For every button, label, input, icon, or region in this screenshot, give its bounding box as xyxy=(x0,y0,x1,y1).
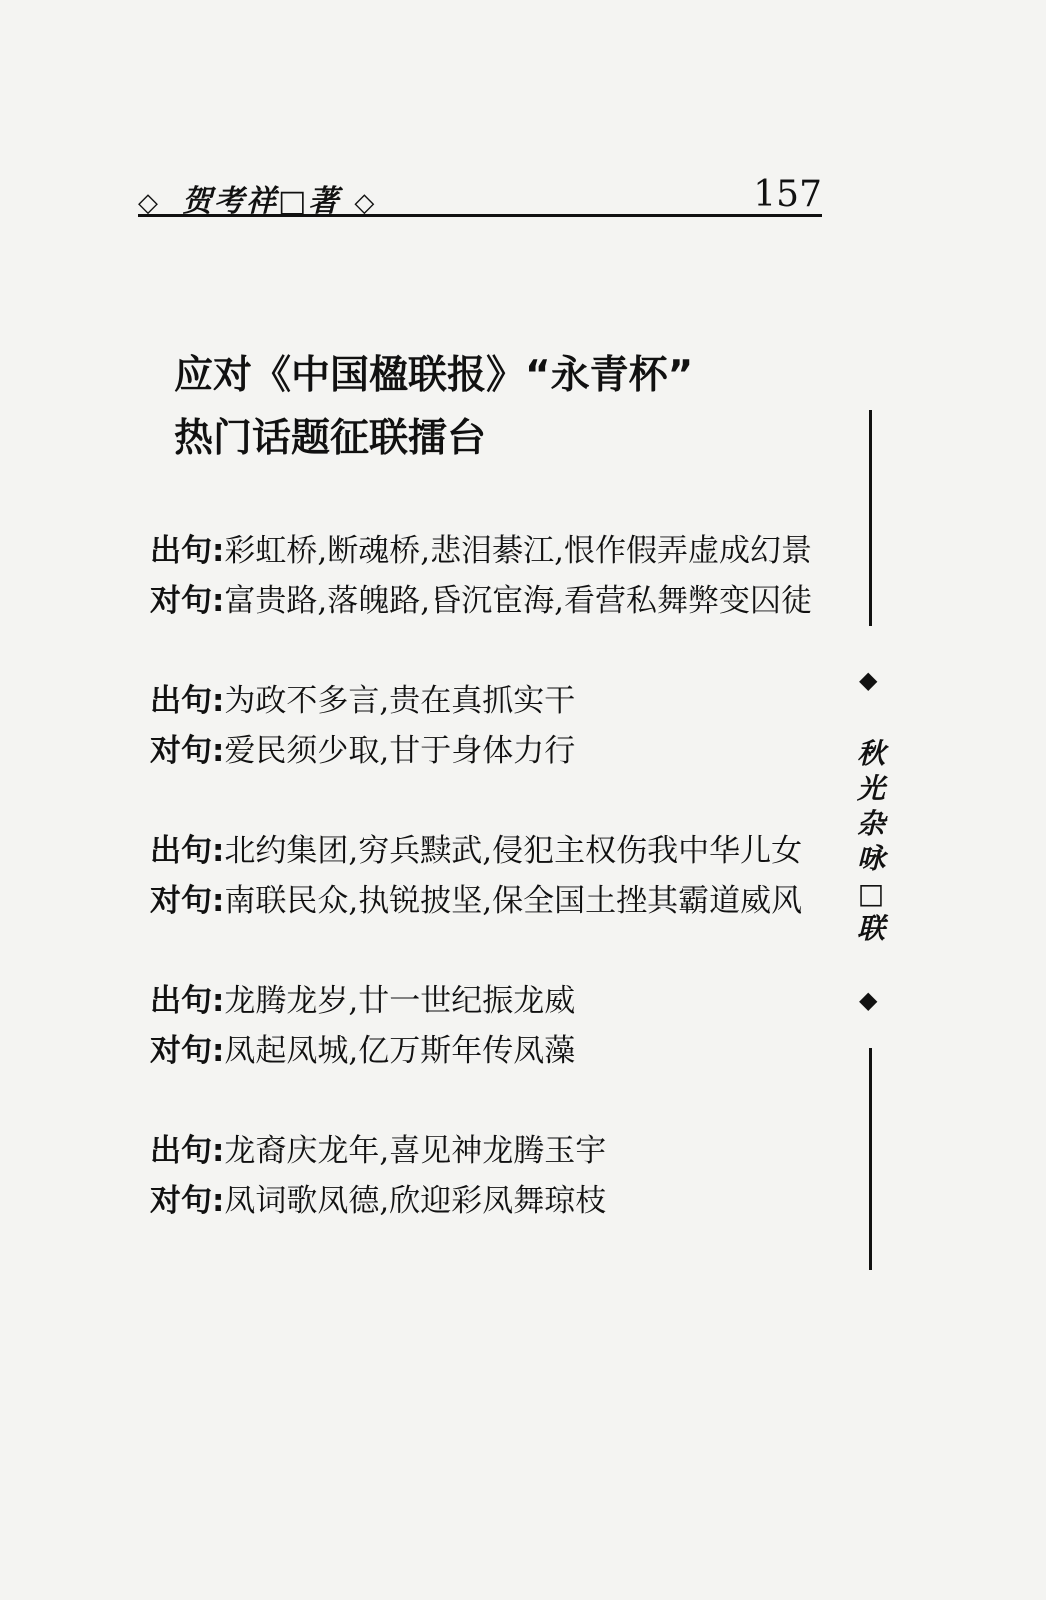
couplet-response xyxy=(79,1026,821,1076)
spacer xyxy=(79,626,821,676)
response-label: 对句: xyxy=(150,1033,225,1069)
out-label: 出句: xyxy=(150,683,225,719)
response-label: 对句: xyxy=(150,733,225,769)
response-text: 富贵路,落魄路,昏沉宦海,看营私舞弊变囚徒 xyxy=(224,583,812,619)
response-text: 南联民众,执锐披坚,保全国土挫其霸道威风 xyxy=(224,883,803,919)
side-diamond-bottom-icon: ◆ xyxy=(859,986,878,1014)
couplet-list xyxy=(79,526,821,1226)
spacer xyxy=(79,1076,821,1126)
author-box: □ xyxy=(278,184,309,219)
spacer xyxy=(79,926,821,976)
couplet-out xyxy=(79,526,821,576)
response-label: 对句: xyxy=(150,883,225,919)
response-text: 凤起凤城,亿万斯年传凤藻 xyxy=(224,1033,576,1069)
spacer xyxy=(79,776,821,826)
out-label: 出句: xyxy=(150,533,225,569)
running-header xyxy=(138,172,822,220)
side-rule-top xyxy=(869,410,872,626)
couplet-response xyxy=(79,876,821,926)
couplet-3 xyxy=(79,826,821,926)
header-diamond-left-icon: ◇ xyxy=(138,188,160,218)
author-name: 贺考祥 xyxy=(182,184,278,219)
response-label: 对句: xyxy=(150,1183,225,1219)
out-text: 龙腾龙岁,廿一世纪振龙威 xyxy=(224,983,576,1019)
couplet-4 xyxy=(79,976,821,1076)
side-rule-bottom xyxy=(869,1048,872,1270)
out-label: 出句: xyxy=(150,983,225,1019)
side-diamond-top-icon: ◆ xyxy=(859,666,878,694)
couplet-out xyxy=(79,1126,821,1176)
header-rule xyxy=(138,214,822,217)
couplet-1 xyxy=(79,526,821,626)
couplet-5 xyxy=(79,1126,821,1226)
out-label: 出句: xyxy=(150,833,225,869)
author-suffix: 著 xyxy=(308,184,341,219)
couplet-2 xyxy=(79,676,821,776)
couplet-response xyxy=(79,726,821,776)
couplet-response xyxy=(79,1176,821,1226)
out-text: 彩虹桥,断魂桥,悲泪綦江,恨作假弄虚成幻景 xyxy=(224,533,812,569)
title-line-1: 应对《中国楹联报》“永青杯” xyxy=(174,353,694,398)
out-text: 龙裔庆龙年,喜见神龙腾玉宇 xyxy=(224,1133,607,1169)
response-text: 凤词歌凤德,欣迎彩凤舞琼枝 xyxy=(224,1183,607,1219)
out-text: 北约集团,穷兵黩武,侵犯主权伤我中华儿女 xyxy=(224,833,803,869)
couplet-out xyxy=(79,976,821,1026)
side-section-title: 秋光杂咏□联 xyxy=(856,737,885,945)
out-label: 出句: xyxy=(150,1133,225,1169)
article-title xyxy=(174,344,693,470)
header-diamond-right-icon: ◇ xyxy=(354,188,377,218)
page-number: 157 xyxy=(753,174,822,215)
couplet-response xyxy=(79,576,821,626)
couplet-out xyxy=(79,676,821,726)
response-text: 爱民须少取,甘于身体力行 xyxy=(224,733,576,769)
out-text: 为政不多言,贵在真抓实干 xyxy=(224,683,576,719)
title-line-2: 热门话题征联擂台 xyxy=(174,416,487,461)
side-tab xyxy=(848,410,894,1270)
response-label: 对句: xyxy=(150,583,225,619)
couplet-out xyxy=(79,826,821,876)
